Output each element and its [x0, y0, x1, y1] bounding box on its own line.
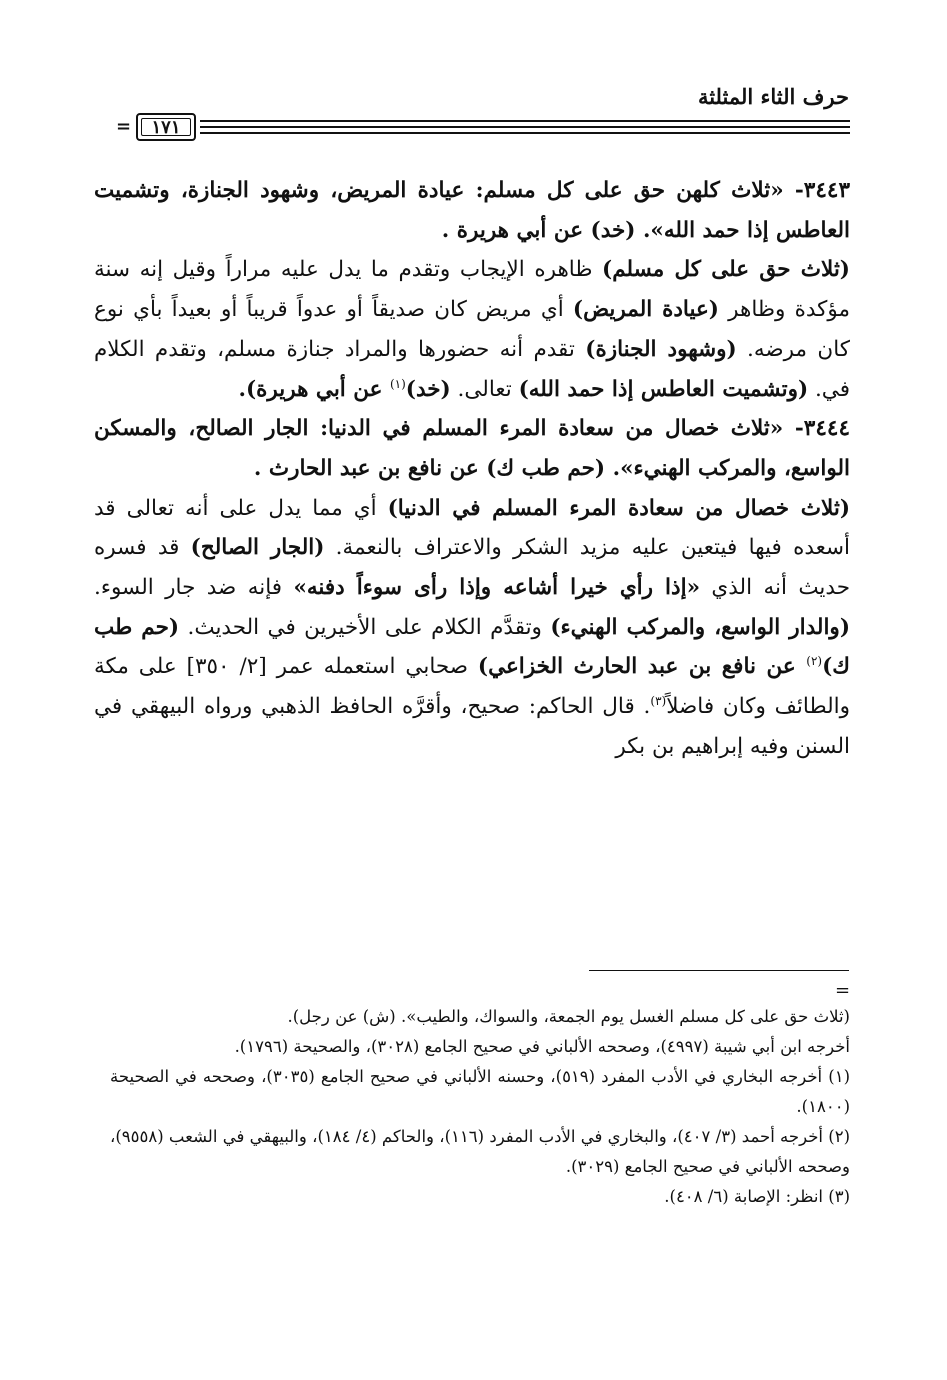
quote-phrase: (وشهود الجنازة): [585, 336, 737, 362]
quote-phrase: (وتشميت العاطس إذا حمد الله): [518, 376, 809, 402]
footnote-3: (٣) انظر: الإصابة (٦/ ٤٠٨).: [664, 1187, 850, 1206]
running-header-title: حرف الثاء المثلثة: [697, 84, 849, 109]
commentary-text: أي مما يدل على أنه تعالى قد أسعده فيها فيتعين عليه مزيد الشكر والاعتراف بالنعمة.: [94, 495, 850, 561]
quote-phrase: (ثلاث خصال من سعادة المرء المسلم في الدنيا): [387, 495, 850, 521]
hadith-3443: ٣٤٤٣- «ثلاث كلهن حق على كل مسلم: عيادة المريض، وشهود الجنازة، وتشميت العاطس إذا حمد الله». (خد) عن أبي هريرة .: [94, 178, 850, 243]
quote-phrase: (عيادة المريض): [572, 297, 719, 323]
footnote-continuation: (ثلاث حق على كل مسلم الغسل يوم الجمعة، والسواك، والطيب». (ش) عن رجل).: [287, 1007, 850, 1026]
footnote-separator: [589, 970, 849, 971]
commentary-text: أي مريض كان صديقاً أو عدواً قريباً أو بعيداً بأي نوع كان مرضه.: [94, 297, 850, 362]
footnote-equals-mark: =: [835, 980, 851, 1001]
commentary-3443: [94, 250, 850, 409]
commentary-text: وتقدَّم الكلام على الأخيرين في الحديث.: [179, 614, 551, 640]
header-equals-mark: =: [116, 116, 132, 137]
commentary-text: تقدم أنه حضورها والمراد جنازة مسلم، وتقدم الكلام في.: [94, 336, 850, 402]
rule-line: [200, 132, 850, 134]
quote-phrase: (خد): [405, 376, 451, 402]
quote-phrase: (والدار الواسع، والمركب الهنيء): [550, 614, 850, 640]
footnote-1: (١) أخرجه البخاري في الأدب المفرد (٥١٩)، وحسنه الألباني في صحيح الجامع (٣٠٣٥)، وصححه في الصحيحة (١٨٠٠).: [110, 1067, 850, 1116]
rule-line: [200, 120, 850, 122]
rule-line: [200, 126, 850, 128]
header-rule: [110, 113, 850, 143]
footnote-continuation: أخرجه ابن أبي شيبة (٤٩٩٧)، وصححه الألباني في صحيح الجامع (٣٠٢٨)، والصحيحة (١٧٩٦).: [234, 1037, 850, 1056]
commentary-text: قد فسره حديث أنه الذي: [94, 535, 850, 601]
page-number-box: [136, 113, 196, 141]
main-text: [94, 171, 850, 767]
footnote-ref-1: (١): [389, 376, 406, 391]
quote-phrase: عن نافع بن عبد الحارث الخزاعي): [477, 654, 807, 680]
quote-phrase: «إذا رأي خيرا أشاعه وإذا رأى سوءاً دفنه»: [293, 575, 701, 601]
page-number: ١٧١: [151, 116, 181, 138]
hadith-3444: ٣٤٤٤- «ثلاث خصال من سعادة المرء المسلم في الدنيا: الجار الصالح، والمسكن الواسع، والمركب الهنيء». (حم طب ك) عن نافع بن عبد الحارث .: [94, 416, 850, 481]
quote-phrase: (حم طب ك): [94, 614, 850, 680]
quote-phrase: (الجار الصالح): [190, 535, 325, 561]
footnote-2: (٢) أخرجه أحمد (٣/ ٤٠٧)، والبخاري في الأدب المفرد (١١٦)، والحاكم (٤/ ١٨٤)، والبيهقي في الشعب (٩٥٥٨)، وصححه الألباني في صحيح الجامع (٣٠٢٩).: [110, 1127, 851, 1176]
commentary-text: ظاهره الإيجاب وتقدم ما يدل عليه مراراً وقيل إنه سنة مؤكدة وظاهر: [94, 257, 850, 323]
commentary-3444: [94, 489, 850, 767]
footnote-ref-3: (٣): [650, 693, 667, 708]
commentary-text: تعالى.: [450, 376, 519, 402]
footnotes: [110, 1002, 850, 1212]
footnote-ref-2: (٢): [806, 654, 823, 669]
quote-phrase: (ثلاث حق على كل مسلم): [602, 257, 850, 283]
commentary-text: فإنه ضد جار السوء.: [94, 575, 294, 601]
quote-phrase: عن أبي هريرة).: [238, 376, 390, 402]
commentary-text: . قال الحاكم: صحيح، وأقرَّه الحافظ الذهبي ورواه البيهقي في السنن وفيه إبراهيم بن بكر: [94, 694, 850, 759]
commentary-text: صحابي استعمله عمر [٢/ ٣٥٠] على مكة والطائف وكان فاضلاً: [94, 654, 850, 720]
